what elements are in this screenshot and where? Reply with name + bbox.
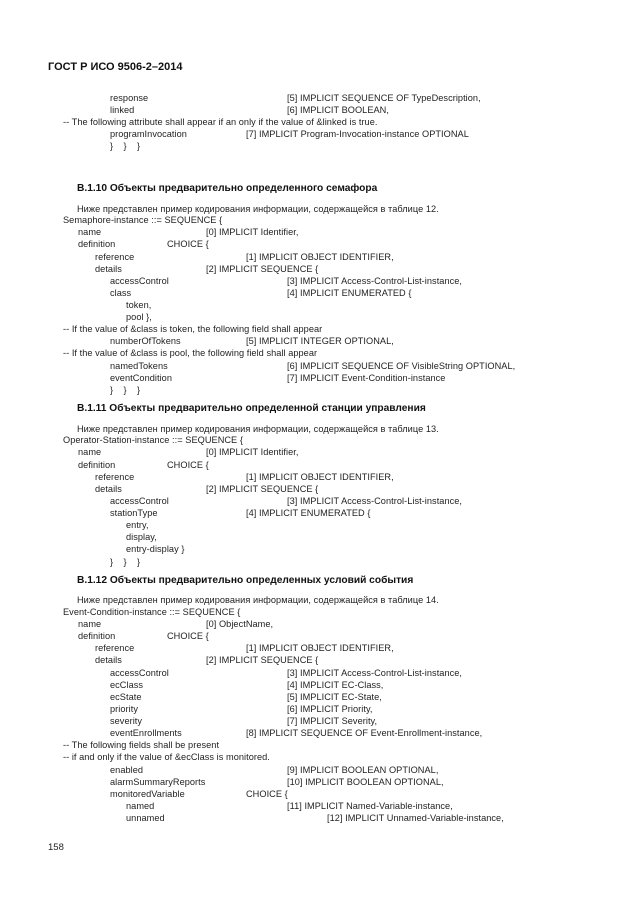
code-comment: -- The following fields shall be present (63, 740, 220, 750)
code-line: [9] IMPLICIT BOOLEAN OPTIONAL, (287, 765, 439, 775)
code-line: named (126, 801, 155, 811)
code-line: [12] IMPLICIT Unnamed-Variable-instance, (327, 813, 504, 823)
code-line: [0] ObjectName, (206, 619, 274, 629)
code-line: definition (78, 239, 116, 249)
code-line: [6] IMPLICIT SEQUENCE OF VisibleString OPTIONAL, (287, 361, 516, 371)
code-line: namedTokens (110, 361, 168, 371)
code-line: } } } (110, 557, 141, 567)
code-line: [3] IMPLICIT Access-Control-List-instance, (287, 276, 463, 286)
code-line: display, (126, 532, 157, 542)
code-line: entry-display } (126, 544, 185, 554)
code-line: } } } (110, 385, 141, 395)
code-line: [7] IMPLICIT Severity, (287, 716, 378, 726)
code-line: [1] IMPLICIT OBJECT IDENTIFIER, (246, 252, 394, 262)
code-line: token, (126, 300, 152, 310)
code-line: [7] IMPLICIT Program-Invocation-instance OPTIONAL (246, 129, 469, 139)
code-line: ecClass (110, 680, 144, 690)
code-line: details (95, 484, 122, 494)
code-line: [6] IMPLICIT Priority, (287, 704, 373, 714)
code-line: enabled (110, 765, 144, 775)
code-line: linked (110, 105, 135, 115)
section-heading: B.1.10 Объекты предварительно определенного семафора (77, 183, 378, 194)
page-header: ГОСТ Р ИСО 9506-2–2014 (48, 61, 183, 73)
code-line: programInvocation (110, 129, 187, 139)
code-line: reference (95, 252, 135, 262)
code-comment: -- if and only if the value of &ecClass is monitored. (63, 752, 270, 762)
code-comment: -- If the value of &class is pool, the following field shall appear (63, 348, 318, 358)
code-line: [4] IMPLICIT ENUMERATED { (287, 288, 412, 298)
code-line: CHOICE { (167, 631, 209, 641)
code-line: Semaphore-instance ::= SEQUENCE { (63, 215, 223, 225)
code-line: pool }, (126, 312, 152, 322)
code-line: [6] IMPLICIT BOOLEAN, (287, 105, 389, 115)
code-line: CHOICE { (167, 239, 209, 249)
code-line: eventEnrollments (110, 728, 182, 738)
code-line: numberOfTokens (110, 336, 181, 346)
code-line: eventCondition (110, 373, 172, 383)
code-line: [2] IMPLICIT SEQUENCE { (206, 264, 319, 274)
section-intro: Ниже представлен пример кодирования информации, содержащейся в таблице 13. (77, 424, 439, 434)
code-line: definition (78, 631, 116, 641)
section-intro: Ниже представлен пример кодирования информации, содержащейся в таблице 14. (77, 595, 439, 605)
code-line: } } } (110, 141, 141, 151)
code-line: class (110, 288, 132, 298)
code-line: accessControl (110, 276, 169, 286)
code-line: [1] IMPLICIT OBJECT IDENTIFIER, (246, 643, 394, 653)
code-line: name (78, 619, 102, 629)
code-line: monitoredVariable (110, 789, 185, 799)
code-line: priority (110, 704, 138, 714)
code-line: [5] IMPLICIT INTEGER OPTIONAL, (246, 336, 394, 346)
code-line: ecState (110, 692, 142, 702)
section-intro: Ниже представлен пример кодирования информации, содержащейся в таблице 12. (77, 204, 439, 214)
code-line: [0] IMPLICIT Identifier, (206, 227, 299, 237)
code-line: reference (95, 643, 135, 653)
code-line: Event-Condition-instance ::= SEQUENCE { (63, 607, 241, 617)
code-line: name (78, 227, 102, 237)
code-line: [3] IMPLICIT Access-Control-List-instance, (287, 496, 463, 506)
code-line: accessControl (110, 668, 169, 678)
code-line: response (110, 93, 149, 103)
code-line: [11] IMPLICIT Named-Variable-instance, (287, 801, 453, 811)
code-line: [5] IMPLICIT EC-State, (287, 692, 382, 702)
code-line: [2] IMPLICIT SEQUENCE { (206, 484, 319, 494)
code-line: [4] IMPLICIT ENUMERATED { (246, 508, 371, 518)
code-line: alarmSummaryReports (110, 777, 206, 787)
code-line: [2] IMPLICIT SEQUENCE { (206, 655, 319, 665)
code-line: [1] IMPLICIT OBJECT IDENTIFIER, (246, 472, 394, 482)
code-line: entry, (126, 520, 149, 530)
code-line: definition (78, 460, 116, 470)
code-comment: -- If the value of &class is token, the following field shall appear (63, 324, 323, 334)
code-line: details (95, 264, 122, 274)
code-line: severity (110, 716, 143, 726)
code-line: [4] IMPLICIT EC-Class, (287, 680, 384, 690)
code-line: CHOICE { (167, 460, 209, 470)
code-line: [10] IMPLICIT BOOLEAN OPTIONAL, (287, 777, 444, 787)
code-line: CHOICE { (246, 789, 288, 799)
code-line: name (78, 447, 102, 457)
section-heading: B.1.12 Объекты предварительно определенных условий события (77, 575, 414, 586)
code-line: stationType (110, 508, 158, 518)
code-line: [8] IMPLICIT SEQUENCE OF Event-Enrollment-instance, (246, 728, 483, 738)
code-line: [0] IMPLICIT Identifier, (206, 447, 299, 457)
code-line: details (95, 655, 122, 665)
section-heading: B.1.11 Объекты предварительно определенной станции управления (77, 403, 426, 414)
code-line: reference (95, 472, 135, 482)
code-line: [5] IMPLICIT SEQUENCE OF TypeDescription, (287, 93, 481, 103)
code-line: [3] IMPLICIT Access-Control-List-instance, (287, 668, 463, 678)
code-line: unnamed (126, 813, 165, 823)
page-number: 158 (48, 842, 64, 853)
code-line: Operator-Station-instance ::= SEQUENCE { (63, 435, 243, 445)
code-line: accessControl (110, 496, 169, 506)
code-line: [7] IMPLICIT Event-Condition-instance (287, 373, 446, 383)
code-comment: -- The following attribute shall appear if an only if the value of &linked is true. (63, 117, 378, 127)
